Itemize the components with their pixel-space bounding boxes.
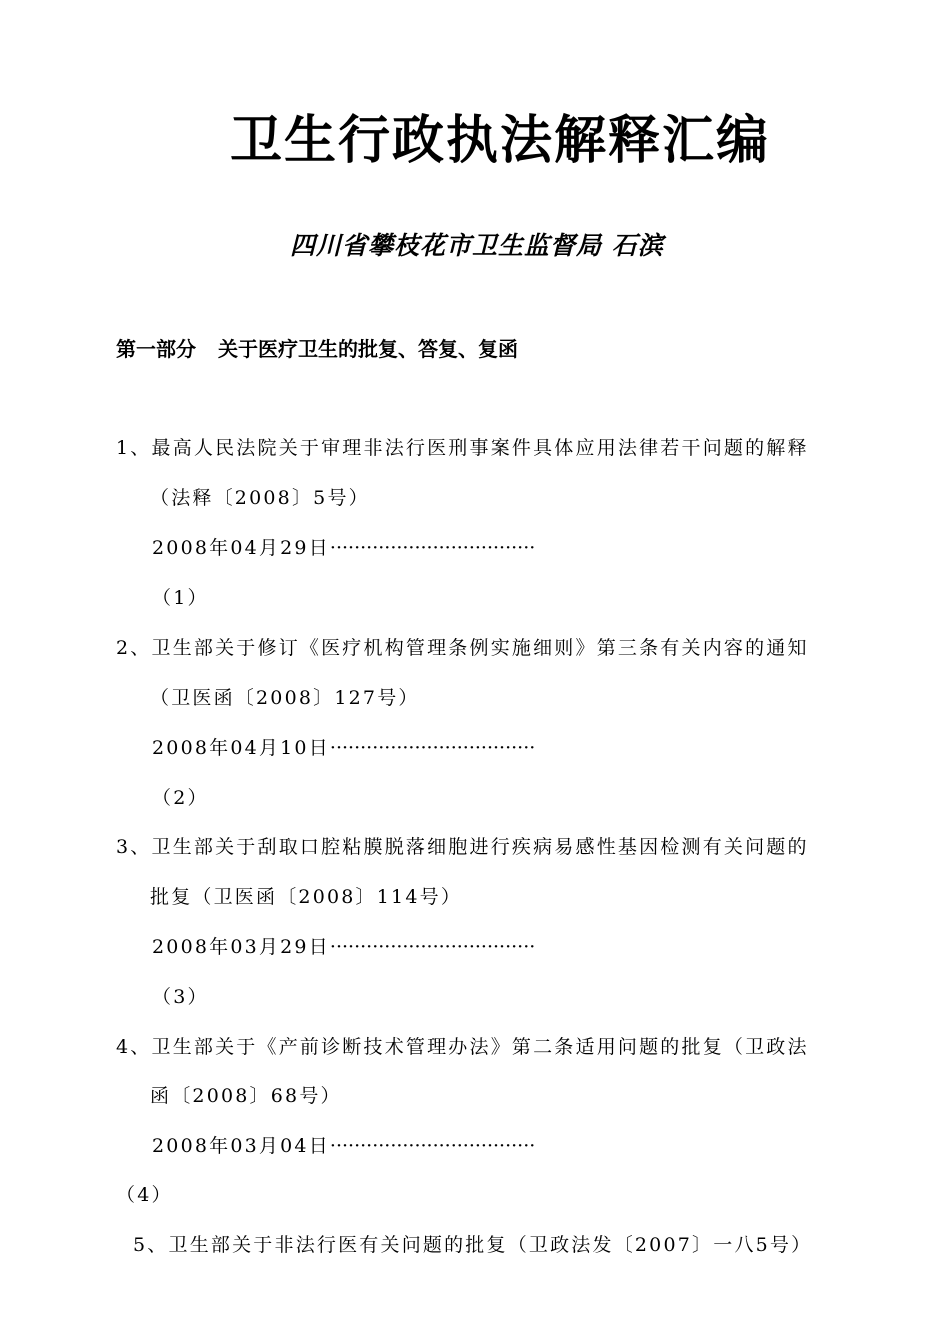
entry-4-leader: ·································· bbox=[329, 1135, 536, 1157]
section-heading bbox=[116, 334, 518, 364]
entry-2-leader: ·································· bbox=[329, 737, 536, 759]
entry-5-title: 5、卫生部关于非法行医有关问题的批复（卫政法发〔2007〕一八5号） bbox=[133, 1234, 813, 1256]
entry-2-title: 2、卫生部关于修订《医疗机构管理条例实施细则》第三条有关内容的通知 bbox=[116, 637, 809, 659]
entry-1-doc-number: （法释〔2008〕5号） bbox=[150, 487, 370, 509]
entry-1-title: 1、最高人民法院关于审理非法行医刑事案件具体应用法律若干问题的解释 bbox=[116, 437, 809, 459]
document-title: 卫生行政执法解释汇编 bbox=[230, 111, 771, 171]
entry-3-title: 3、卫生部关于刮取口腔粘膜脱落细胞进行疾病易感性基因检测有关问题的 bbox=[116, 836, 809, 858]
entry-4-page: （4） bbox=[116, 1184, 173, 1206]
entry-4-title: 4、卫生部关于《产前诊断技术管理办法》第二条适用问题的批复（卫政法 bbox=[116, 1036, 809, 1058]
entry-4-date: 2008年03月04日 bbox=[152, 1135, 330, 1157]
entry-1-date: 2008年04月29日 bbox=[152, 537, 330, 559]
entry-2-page: （2） bbox=[152, 787, 209, 809]
entry-1-leader: ·································· bbox=[329, 537, 536, 559]
entry-1-date-line bbox=[152, 533, 535, 563]
entry-2-date: 2008年04月10日 bbox=[152, 737, 330, 759]
entry-2-doc-number: （卫医函〔2008〕127号） bbox=[150, 687, 420, 709]
entry-3-date: 2008年03月29日 bbox=[152, 936, 330, 958]
entry-2-date-line bbox=[152, 733, 535, 763]
entry-3-doc-number: 批复（卫医函〔2008〕114号） bbox=[150, 886, 463, 908]
document-author: 四川省攀枝花市卫生监督局 石滨 bbox=[290, 231, 664, 260]
entry-3-date-line bbox=[152, 932, 535, 962]
entry-3-leader: ·································· bbox=[329, 936, 536, 958]
section-number: 第一部分 bbox=[116, 337, 196, 361]
entry-4-date-line bbox=[152, 1131, 535, 1161]
entry-1-page: （1） bbox=[152, 587, 209, 609]
entry-4-doc-number: 函〔2008〕68号） bbox=[150, 1085, 342, 1107]
entry-3-page: （3） bbox=[152, 986, 209, 1008]
section-title: 关于医疗卫生的批复、答复、复函 bbox=[218, 337, 518, 361]
